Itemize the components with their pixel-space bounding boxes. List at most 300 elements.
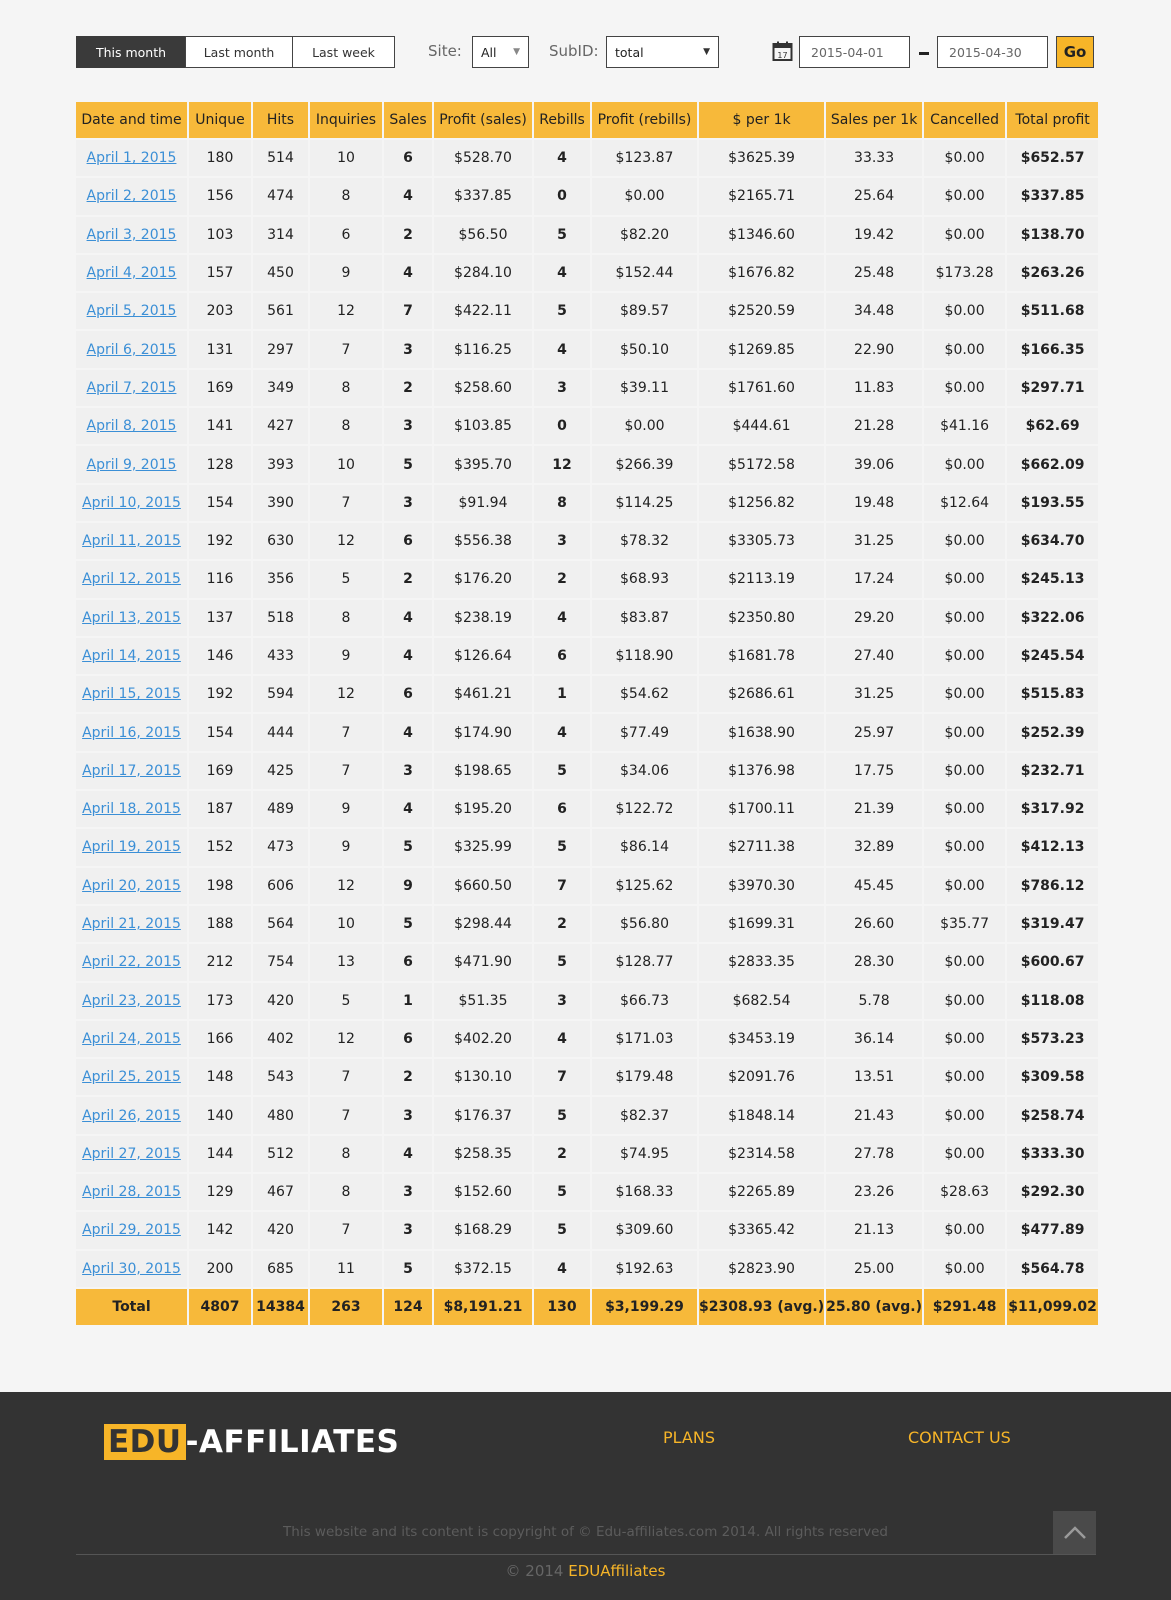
table-cell: $461.21 xyxy=(434,676,532,712)
table-cell: $515.83 xyxy=(1007,676,1098,712)
col-profit-sales[interactable]: Profit (sales) xyxy=(434,102,532,138)
table-cell: $319.47 xyxy=(1007,906,1098,942)
table-cell: $511.68 xyxy=(1007,293,1098,329)
table-cell: 420 xyxy=(253,983,308,1019)
table-cell: $123.87 xyxy=(592,140,697,176)
last-month-button[interactable]: Last month xyxy=(185,36,293,68)
table-cell: $0.00 xyxy=(924,714,1005,750)
date-to-input[interactable]: 2015-04-30 xyxy=(937,36,1048,68)
table-cell: $41.16 xyxy=(924,408,1005,444)
table-cell: 3 xyxy=(384,1097,432,1133)
table-cell: 29.20 xyxy=(826,600,922,636)
date-link[interactable]: April 15, 2015 xyxy=(82,686,181,703)
date-cell xyxy=(76,600,187,636)
table-cell: 512 xyxy=(253,1136,308,1172)
footer-copyright xyxy=(0,1562,1171,1580)
table-cell: 685 xyxy=(253,1251,308,1287)
table-cell: $309.60 xyxy=(592,1212,697,1248)
date-cell xyxy=(76,753,187,789)
table-cell: $82.20 xyxy=(592,217,697,253)
date-link[interactable]: April 21, 2015 xyxy=(82,916,181,933)
table-cell: 169 xyxy=(189,370,251,406)
date-cell xyxy=(76,983,187,1019)
table-cell: 480 xyxy=(253,1097,308,1133)
table-cell: 12 xyxy=(310,293,382,329)
table-cell: 8 xyxy=(534,485,590,521)
table-cell: 3 xyxy=(534,983,590,1019)
date-link[interactable]: April 18, 2015 xyxy=(82,801,181,818)
date-link[interactable]: April 14, 2015 xyxy=(82,648,181,664)
date-link[interactable]: April 23, 2015 xyxy=(82,992,181,1009)
table-cell: 473 xyxy=(253,829,308,865)
date-cell xyxy=(76,944,187,980)
chevron-down-icon: ▼ xyxy=(703,47,710,57)
table-cell: $1638.90 xyxy=(699,714,824,750)
footer xyxy=(0,1392,1171,1600)
table-cell: 128 xyxy=(189,446,251,482)
table-cell: 2 xyxy=(384,217,432,253)
date-link[interactable]: April 3, 2015 xyxy=(86,226,177,243)
table-cell: $471.90 xyxy=(434,944,532,980)
table-cell: $0.00 xyxy=(924,676,1005,712)
table-cell: 8 xyxy=(310,600,382,636)
table-cell: 19.42 xyxy=(826,217,922,253)
table-cell: $477.89 xyxy=(1007,1212,1098,1248)
table-cell: 7 xyxy=(310,1097,382,1133)
table-row xyxy=(76,217,1098,253)
table-cell: 467 xyxy=(253,1174,308,1210)
table-cell: $634.70 xyxy=(1007,523,1098,559)
table-row xyxy=(76,523,1098,559)
table-cell: $402.20 xyxy=(434,1021,532,1057)
table-cell: $28.63 xyxy=(924,1174,1005,1210)
table-cell: $2091.76 xyxy=(699,1059,824,1095)
table-cell: 5 xyxy=(534,217,590,253)
date-cell xyxy=(76,829,187,865)
table-row xyxy=(76,331,1098,367)
table-cell: 19.48 xyxy=(826,485,922,521)
table-cell: 7 xyxy=(310,753,382,789)
last-week-button[interactable]: Last week xyxy=(292,36,395,68)
date-cell xyxy=(76,293,187,329)
table-cell: 5 xyxy=(534,944,590,980)
total-per-1k: $2308.93 (avg.) xyxy=(699,1289,824,1325)
footer-logo[interactable] xyxy=(104,1424,399,1460)
table-cell: 11 xyxy=(310,1251,382,1287)
table-cell: 754 xyxy=(253,944,308,980)
table-cell: 28.30 xyxy=(826,944,922,980)
table-cell: 7 xyxy=(534,1059,590,1095)
date-link[interactable]: April 19, 2015 xyxy=(82,839,181,856)
table-cell: $195.20 xyxy=(434,791,532,827)
table-cell: 26.60 xyxy=(826,906,922,942)
table-cell: 8 xyxy=(310,178,382,214)
table-cell: $78.32 xyxy=(592,523,697,559)
col-unique[interactable]: Unique xyxy=(189,102,251,138)
table-cell: 474 xyxy=(253,178,308,214)
table-cell: $2165.71 xyxy=(699,178,824,214)
table-cell: 22.90 xyxy=(826,331,922,367)
filter-bar xyxy=(76,36,1094,68)
table-cell: $0.00 xyxy=(924,1021,1005,1057)
table-cell: 5 xyxy=(384,446,432,482)
col-rebills[interactable]: Rebills xyxy=(534,102,590,138)
date-cell xyxy=(76,1212,187,1248)
col-sales-per-1k[interactable]: Sales per 1k xyxy=(826,102,922,138)
table-body xyxy=(76,140,1098,1287)
table-cell: 8 xyxy=(310,408,382,444)
table-cell: 1 xyxy=(384,983,432,1019)
table-cell: 2 xyxy=(534,1136,590,1172)
table-cell: $662.09 xyxy=(1007,446,1098,482)
table-cell: $0.00 xyxy=(924,1059,1005,1095)
subid-label: SubID: xyxy=(549,42,599,60)
table-row xyxy=(76,140,1098,176)
date-link[interactable]: April 16, 2015 xyxy=(82,724,181,741)
table-cell: $395.70 xyxy=(434,446,532,482)
table-cell: $0.00 xyxy=(924,1136,1005,1172)
brand-link[interactable]: EDUAffiliates xyxy=(568,1562,666,1580)
table-cell: $298.44 xyxy=(434,906,532,942)
date-cell xyxy=(76,217,187,253)
table-cell: $238.19 xyxy=(434,600,532,636)
table-cell: $0.00 xyxy=(924,370,1005,406)
table-cell: 5 xyxy=(534,1097,590,1133)
date-link[interactable]: April 29, 2015 xyxy=(82,1222,181,1239)
date-link[interactable]: April 30, 2015 xyxy=(82,1260,181,1277)
table-cell: 420 xyxy=(253,1212,308,1248)
table-cell: 7 xyxy=(310,331,382,367)
table-cell: 444 xyxy=(253,714,308,750)
table-row xyxy=(76,676,1098,712)
table-cell: 6 xyxy=(384,140,432,176)
table-cell: $564.78 xyxy=(1007,1251,1098,1287)
table-cell: 192 xyxy=(189,523,251,559)
table-cell: 21.28 xyxy=(826,408,922,444)
table-cell: $1376.98 xyxy=(699,753,824,789)
footer-divider xyxy=(76,1554,1096,1555)
table-cell: $0.00 xyxy=(924,523,1005,559)
table-cell: $0.00 xyxy=(592,408,697,444)
table-cell: $333.30 xyxy=(1007,1136,1098,1172)
table-cell: $171.03 xyxy=(592,1021,697,1057)
table-cell: 594 xyxy=(253,676,308,712)
table-cell: $122.72 xyxy=(592,791,697,827)
table-cell: 402 xyxy=(253,1021,308,1057)
calendar-icon[interactable] xyxy=(772,41,793,62)
date-link[interactable]: April 2, 2015 xyxy=(86,188,177,205)
svg-text:17: 17 xyxy=(777,51,788,60)
date-link[interactable]: April 25, 2015 xyxy=(82,1069,181,1086)
contact-us-link[interactable]: CONTACT US xyxy=(908,1428,1011,1447)
table-cell: $1848.14 xyxy=(699,1097,824,1133)
table-cell: 4 xyxy=(534,331,590,367)
table-cell: 12 xyxy=(310,676,382,712)
table-cell: 4 xyxy=(384,791,432,827)
table-cell: 7 xyxy=(310,485,382,521)
table-cell: 131 xyxy=(189,331,251,367)
total-cancelled: $291.48 xyxy=(924,1289,1005,1325)
table-cell: 0 xyxy=(534,178,590,214)
table-cell: $337.85 xyxy=(434,178,532,214)
col-per-1k[interactable]: $ per 1k xyxy=(699,102,824,138)
table-cell: 5 xyxy=(384,906,432,942)
table-cell: $1269.85 xyxy=(699,331,824,367)
table-cell: 2 xyxy=(384,561,432,597)
plans-link[interactable]: PLANS xyxy=(663,1428,715,1447)
date-link[interactable]: April 7, 2015 xyxy=(86,379,177,396)
table-cell: $86.14 xyxy=(592,829,697,865)
table-cell: $54.62 xyxy=(592,676,697,712)
subid-select[interactable] xyxy=(606,36,719,68)
table-cell: 7 xyxy=(534,868,590,904)
table-cell: 630 xyxy=(253,523,308,559)
col-inquiries[interactable]: Inquiries xyxy=(310,102,382,138)
table-cell: 10 xyxy=(310,446,382,482)
table-cell: $152.60 xyxy=(434,1174,532,1210)
table-row xyxy=(76,944,1098,980)
table-cell: 564 xyxy=(253,906,308,942)
table-cell: 6 xyxy=(384,1021,432,1057)
total-profit-rebills: $3,199.29 xyxy=(592,1289,697,1325)
table-cell: $103.85 xyxy=(434,408,532,444)
table-row xyxy=(76,370,1098,406)
date-link[interactable]: April 26, 2015 xyxy=(82,1107,181,1124)
site-select-value: All xyxy=(481,44,497,60)
table-cell: $82.37 xyxy=(592,1097,697,1133)
date-cell xyxy=(76,1251,187,1287)
date-cell xyxy=(76,906,187,942)
table-cell: $77.49 xyxy=(592,714,697,750)
date-cell xyxy=(76,638,187,674)
table-cell: 10 xyxy=(310,140,382,176)
table-cell: 561 xyxy=(253,293,308,329)
date-link[interactable]: April 10, 2015 xyxy=(82,494,181,511)
table-row xyxy=(76,753,1098,789)
table-cell: 203 xyxy=(189,293,251,329)
table-cell: 169 xyxy=(189,753,251,789)
copyright-prefix: © 2014 xyxy=(505,1562,569,1580)
table-row xyxy=(76,829,1098,865)
table-cell: 11.83 xyxy=(826,370,922,406)
table-cell: 349 xyxy=(253,370,308,406)
col-sales[interactable]: Sales xyxy=(384,102,432,138)
table-cell: 0 xyxy=(534,408,590,444)
table-cell: 154 xyxy=(189,714,251,750)
date-cell xyxy=(76,868,187,904)
table-cell: $0.00 xyxy=(924,791,1005,827)
date-cell xyxy=(76,255,187,291)
table-cell: $0.00 xyxy=(924,331,1005,367)
table-cell: 4 xyxy=(534,600,590,636)
table-cell: 4 xyxy=(384,1136,432,1172)
table-cell: 5 xyxy=(310,983,382,1019)
date-link[interactable]: April 22, 2015 xyxy=(82,954,181,971)
table-cell: 25.64 xyxy=(826,178,922,214)
date-link[interactable]: April 6, 2015 xyxy=(86,341,177,358)
date-link[interactable]: April 5, 2015 xyxy=(86,303,177,320)
table-cell: $0.00 xyxy=(924,944,1005,980)
date-link[interactable]: April 20, 2015 xyxy=(82,877,181,894)
total-inquiries: 263 xyxy=(310,1289,382,1325)
site-select[interactable] xyxy=(472,36,529,68)
table-cell: $245.54 xyxy=(1007,638,1098,674)
table-cell: 4 xyxy=(384,638,432,674)
table-cell: 25.48 xyxy=(826,255,922,291)
table-cell: 4 xyxy=(534,714,590,750)
table-cell: $68.93 xyxy=(592,561,697,597)
col-profit-rebills[interactable]: Profit (rebills) xyxy=(592,102,697,138)
table-cell: 148 xyxy=(189,1059,251,1095)
table-cell: 34.48 xyxy=(826,293,922,329)
table-cell: $51.35 xyxy=(434,983,532,1019)
table-row xyxy=(76,600,1098,636)
table-cell: 7 xyxy=(384,293,432,329)
table-cell: 198 xyxy=(189,868,251,904)
table-cell: 141 xyxy=(189,408,251,444)
table-cell: 5.78 xyxy=(826,983,922,1019)
col-hits[interactable]: Hits xyxy=(253,102,308,138)
table-cell: $0.00 xyxy=(924,753,1005,789)
table-cell: 3 xyxy=(384,1174,432,1210)
table-cell: 32.89 xyxy=(826,829,922,865)
table-cell: 154 xyxy=(189,485,251,521)
table-cell: $422.11 xyxy=(434,293,532,329)
table-cell: 31.25 xyxy=(826,523,922,559)
total-total-profit: $11,099.02 xyxy=(1007,1289,1098,1325)
table-cell: $176.20 xyxy=(434,561,532,597)
table-cell: 4 xyxy=(384,178,432,214)
table-cell: 5 xyxy=(384,829,432,865)
copyright-text: This website and its content is copyright of © Edu-affiliates.com 2014. All rights reserved xyxy=(283,1524,888,1540)
table-row xyxy=(76,446,1098,482)
table-cell: 3 xyxy=(384,485,432,521)
chevron-up-icon xyxy=(1063,1526,1087,1540)
date-link[interactable]: April 8, 2015 xyxy=(86,418,177,435)
table-cell: $600.67 xyxy=(1007,944,1098,980)
table-cell: $322.06 xyxy=(1007,600,1098,636)
table-cell: $0.00 xyxy=(924,638,1005,674)
table-cell: 6 xyxy=(384,523,432,559)
total-label: Total xyxy=(76,1289,187,1325)
table-cell: $3970.30 xyxy=(699,868,824,904)
date-cell xyxy=(76,676,187,712)
total-hits: 14384 xyxy=(253,1289,308,1325)
go-button[interactable]: Go xyxy=(1056,36,1094,68)
table-cell: 6 xyxy=(534,791,590,827)
table-cell: 518 xyxy=(253,600,308,636)
date-link[interactable]: April 12, 2015 xyxy=(82,571,181,588)
table-cell: $3453.19 xyxy=(699,1021,824,1057)
table-cell: $3625.39 xyxy=(699,140,824,176)
table-cell: $0.00 xyxy=(924,446,1005,482)
stats-table xyxy=(74,100,1100,1327)
col-cancelled[interactable]: Cancelled xyxy=(924,102,1005,138)
date-cell xyxy=(76,791,187,827)
table-cell: 9 xyxy=(310,791,382,827)
date-link[interactable]: April 17, 2015 xyxy=(82,762,181,779)
table-cell: $0.00 xyxy=(924,600,1005,636)
table-cell: 9 xyxy=(310,829,382,865)
table-cell: $0.00 xyxy=(924,1097,1005,1133)
table-cell: $0.00 xyxy=(924,983,1005,1019)
table-cell: $56.80 xyxy=(592,906,697,942)
date-link[interactable]: April 28, 2015 xyxy=(82,1184,181,1201)
table-cell: 3 xyxy=(534,370,590,406)
table-row xyxy=(76,791,1098,827)
table-row xyxy=(76,1136,1098,1172)
table-cell: $1699.31 xyxy=(699,906,824,942)
date-link[interactable]: April 27, 2015 xyxy=(82,1145,181,1162)
this-month-button[interactable]: This month xyxy=(76,36,186,68)
table-cell: $34.06 xyxy=(592,753,697,789)
table-cell: $1256.82 xyxy=(699,485,824,521)
table-cell: 4 xyxy=(384,255,432,291)
date-link[interactable]: April 9, 2015 xyxy=(86,456,177,473)
table-cell: 5 xyxy=(534,1174,590,1210)
date-link[interactable]: April 4, 2015 xyxy=(86,265,177,282)
table-cell: 5 xyxy=(310,561,382,597)
table-cell: $652.57 xyxy=(1007,140,1098,176)
table-cell: $2686.61 xyxy=(699,676,824,712)
date-cell xyxy=(76,1136,187,1172)
date-link[interactable]: April 24, 2015 xyxy=(82,1030,181,1047)
table-cell: $168.29 xyxy=(434,1212,532,1248)
table-cell: $317.92 xyxy=(1007,791,1098,827)
table-cell: $682.54 xyxy=(699,983,824,1019)
table-cell: 36.14 xyxy=(826,1021,922,1057)
table-cell: 3 xyxy=(534,523,590,559)
table-cell: $174.90 xyxy=(434,714,532,750)
table-cell: 25.00 xyxy=(826,1251,922,1287)
table-cell: $284.10 xyxy=(434,255,532,291)
table-cell: 21.13 xyxy=(826,1212,922,1248)
table-row xyxy=(76,485,1098,521)
date-link[interactable]: April 13, 2015 xyxy=(82,609,181,626)
table-cell: $660.50 xyxy=(434,868,532,904)
col-date[interactable]: Date and time xyxy=(76,102,187,138)
table-cell: 425 xyxy=(253,753,308,789)
table-cell: $1676.82 xyxy=(699,255,824,291)
table-cell: 6 xyxy=(310,217,382,253)
table-cell: 356 xyxy=(253,561,308,597)
date-link[interactable]: April 1, 2015 xyxy=(86,150,177,167)
table-cell: $573.23 xyxy=(1007,1021,1098,1057)
table-cell: 12 xyxy=(310,523,382,559)
date-link[interactable]: April 11, 2015 xyxy=(82,533,181,550)
table-cell: $2711.38 xyxy=(699,829,824,865)
table-cell: $258.60 xyxy=(434,370,532,406)
table-cell: 23.26 xyxy=(826,1174,922,1210)
table-cell: $118.08 xyxy=(1007,983,1098,1019)
table-cell: 31.25 xyxy=(826,676,922,712)
table-cell: 5 xyxy=(534,753,590,789)
table-cell: 390 xyxy=(253,485,308,521)
date-from-input[interactable]: 2015-04-01 xyxy=(799,36,910,68)
scroll-to-top-button[interactable] xyxy=(1053,1511,1096,1554)
date-cell xyxy=(76,561,187,597)
table-cell: $245.13 xyxy=(1007,561,1098,597)
table-cell: 13.51 xyxy=(826,1059,922,1095)
date-cell xyxy=(76,1097,187,1133)
col-total-profit[interactable]: Total profit xyxy=(1007,102,1098,138)
table-cell: $444.61 xyxy=(699,408,824,444)
table-cell: $198.65 xyxy=(434,753,532,789)
table-row xyxy=(76,638,1098,674)
table-cell: $252.39 xyxy=(1007,714,1098,750)
table-row xyxy=(76,1174,1098,1210)
table-cell: $2520.59 xyxy=(699,293,824,329)
